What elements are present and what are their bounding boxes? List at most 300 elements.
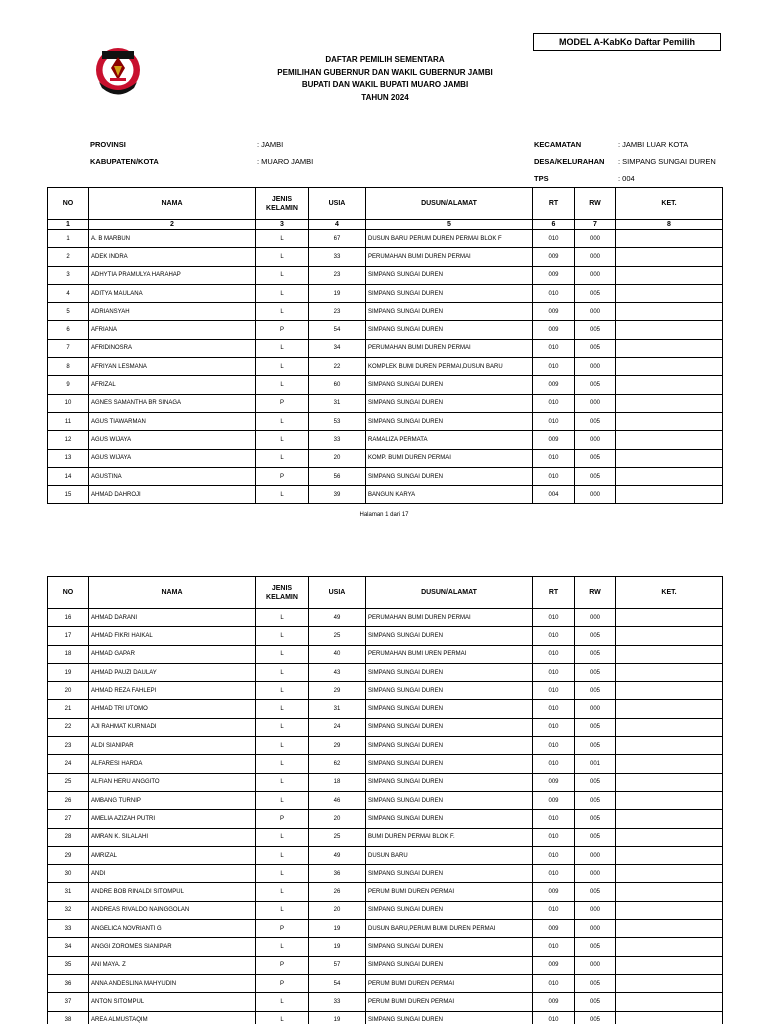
- cell-jenis-kelamin: L: [256, 883, 309, 901]
- cell-nama: AMELIA AZIZAH PUTRI: [89, 810, 256, 828]
- title-line-3: BUPATI DAN WAKIL BUPATI MUARO JAMBI: [301, 80, 469, 89]
- cell-jenis-kelamin: L: [256, 609, 309, 627]
- cell-jenis-kelamin: P: [256, 321, 309, 339]
- cell-rt: 010: [533, 700, 575, 718]
- cell-alamat: SIMPANG SUNGAI DUREN: [366, 773, 533, 791]
- table-row: [48, 339, 723, 357]
- cell-usia: 56: [309, 467, 366, 485]
- cell-rt: 010: [533, 663, 575, 681]
- cell-rw: 005: [575, 627, 616, 645]
- cell-nama: ANGELICA NOVRIANTI G: [89, 920, 256, 938]
- cell-rw: 005: [575, 974, 616, 992]
- cell-ket: [616, 974, 723, 992]
- col-usia-header: USIA: [309, 577, 366, 609]
- cell-no: 28: [48, 828, 89, 846]
- table-row: [48, 865, 723, 883]
- cell-nama: AHMAD PAUZI DAULAY: [89, 663, 256, 681]
- cell-nama: AMRAN K. SILALAHI: [89, 828, 256, 846]
- cell-no: 9: [48, 376, 89, 394]
- cell-alamat: SIMPANG SUNGAI DUREN: [366, 682, 533, 700]
- cell-alamat: SIMPANG SUNGAI DUREN: [366, 627, 533, 645]
- table-row: [48, 883, 723, 901]
- cell-jenis-kelamin: P: [256, 920, 309, 938]
- col-alamat-header: DUSUN/ALAMAT: [366, 577, 533, 609]
- cell-no: 12: [48, 431, 89, 449]
- cell-rw: 005: [575, 1011, 616, 1024]
- table-row: [48, 645, 723, 663]
- cell-no: 34: [48, 938, 89, 956]
- cell-rw: 005: [575, 645, 616, 663]
- cell-jenis-kelamin: L: [256, 791, 309, 809]
- cell-usia: 19: [309, 938, 366, 956]
- cell-rw: 005: [575, 883, 616, 901]
- cell-no: 22: [48, 718, 89, 736]
- cell-rt: 010: [533, 828, 575, 846]
- cell-usia: 26: [309, 883, 366, 901]
- cell-jenis-kelamin: L: [256, 938, 309, 956]
- cell-rw: 000: [575, 486, 616, 504]
- col-usia-header: USIA: [309, 188, 366, 220]
- cell-alamat: DUSUN BARU: [366, 846, 533, 864]
- cell-nama: ALFARESI HARDA: [89, 755, 256, 773]
- table-row: [48, 467, 723, 485]
- cell-alamat: KOMPLEK BUMI DUREN PERMAI,DUSUN BARU: [366, 358, 533, 376]
- cell-jenis-kelamin: L: [256, 755, 309, 773]
- cell-no: 37: [48, 993, 89, 1011]
- cell-no: 4: [48, 284, 89, 302]
- cell-ket: [616, 663, 723, 681]
- cell-ket: [616, 486, 723, 504]
- cell-alamat: SIMPANG SUNGAI DUREN: [366, 663, 533, 681]
- cell-nama: ANGGI ZOROMES SIANIPAR: [89, 938, 256, 956]
- cell-ket: [616, 358, 723, 376]
- cell-rw: 005: [575, 737, 616, 755]
- cell-nama: ADHYTIA PRAMULYA HARAHAP: [89, 266, 256, 284]
- cell-rt: 009: [533, 431, 575, 449]
- cell-rt: 010: [533, 846, 575, 864]
- cell-alamat: SIMPANG SUNGAI DUREN: [366, 938, 533, 956]
- col-rt-header: RT: [533, 577, 575, 609]
- cell-alamat: SIMPANG SUNGAI DUREN: [366, 810, 533, 828]
- cell-alamat: RAMALIZA PERMATA: [366, 431, 533, 449]
- column-number-row: [48, 220, 723, 230]
- table-row: [48, 828, 723, 846]
- cell-jenis-kelamin: L: [256, 412, 309, 430]
- table-row: [48, 700, 723, 718]
- cell-usia: 24: [309, 718, 366, 736]
- col-number: 6: [533, 220, 575, 230]
- cell-jenis-kelamin: P: [256, 810, 309, 828]
- cell-nama: AHMAD FIKRI HAIKAL: [89, 627, 256, 645]
- cell-rt: 010: [533, 737, 575, 755]
- cell-rt: 009: [533, 248, 575, 266]
- cell-nama: A. B MARBUN: [89, 230, 256, 248]
- cell-alamat: SIMPANG SUNGAI DUREN: [366, 376, 533, 394]
- cell-jenis-kelamin: L: [256, 376, 309, 394]
- col-nama-header: NAMA: [89, 188, 256, 220]
- table-row: [48, 737, 723, 755]
- cell-no: 25: [48, 773, 89, 791]
- cell-ket: [616, 284, 723, 302]
- cell-ket: [616, 682, 723, 700]
- cell-ket: [616, 718, 723, 736]
- col-ket-header: KET.: [616, 188, 723, 220]
- kpu-logo-icon: [90, 46, 146, 116]
- cell-ket: [616, 828, 723, 846]
- cell-rw: 000: [575, 901, 616, 919]
- kabupaten-label: KABUPATEN/KOTA: [90, 157, 159, 166]
- cell-rw: 000: [575, 248, 616, 266]
- cell-rt: 009: [533, 376, 575, 394]
- cell-nama: AFRIYAN LESMANA: [89, 358, 256, 376]
- cell-nama: AMBANG TURNIP: [89, 791, 256, 809]
- col-number: 8: [616, 220, 723, 230]
- cell-no: 26: [48, 791, 89, 809]
- cell-no: 21: [48, 700, 89, 718]
- cell-no: 8: [48, 358, 89, 376]
- cell-rt: 010: [533, 1011, 575, 1024]
- cell-jenis-kelamin: L: [256, 865, 309, 883]
- cell-rw: 000: [575, 394, 616, 412]
- table-header-row: [48, 577, 723, 609]
- table-row: [48, 755, 723, 773]
- cell-jenis-kelamin: L: [256, 1011, 309, 1024]
- cell-usia: 46: [309, 791, 366, 809]
- cell-rw: 005: [575, 810, 616, 828]
- cell-nama: ADEK INDRA: [89, 248, 256, 266]
- col-rt-header: RT: [533, 188, 575, 220]
- cell-jenis-kelamin: L: [256, 718, 309, 736]
- cell-rt: 010: [533, 865, 575, 883]
- cell-nama: AHMAD TRI UTOMO: [89, 700, 256, 718]
- cell-alamat: SIMPANG SUNGAI DUREN: [366, 321, 533, 339]
- col-ket-header: KET.: [616, 577, 723, 609]
- cell-nama: ADRIANSYAH: [89, 303, 256, 321]
- col-number: 5: [366, 220, 533, 230]
- cell-alamat: SIMPANG SUNGAI DUREN: [366, 1011, 533, 1024]
- col-rw-header: RW: [575, 188, 616, 220]
- table-row: [48, 846, 723, 864]
- col-number: 4: [309, 220, 366, 230]
- table-row: [48, 284, 723, 302]
- cell-ket: [616, 883, 723, 901]
- voter-table-page-1: [47, 187, 723, 504]
- cell-jenis-kelamin: L: [256, 627, 309, 645]
- cell-rt: 010: [533, 645, 575, 663]
- cell-nama: AHMAD GAPAR: [89, 645, 256, 663]
- title-line-1: DAFTAR PEMILIH SEMENTARA: [325, 55, 445, 64]
- cell-jenis-kelamin: L: [256, 682, 309, 700]
- cell-no: 20: [48, 682, 89, 700]
- cell-rt: 010: [533, 284, 575, 302]
- cell-alamat: SIMPANG SUNGAI DUREN: [366, 467, 533, 485]
- cell-ket: [616, 230, 723, 248]
- cell-no: 16: [48, 609, 89, 627]
- desa-label: DESA/KELURAHAN: [534, 157, 605, 166]
- document-title: [200, 54, 570, 104]
- cell-jenis-kelamin: L: [256, 846, 309, 864]
- cell-nama: AMRIZAL: [89, 846, 256, 864]
- cell-no: 18: [48, 645, 89, 663]
- cell-alamat: DUSUN BARU PERUM DUREN PERMAI BLOK F: [366, 230, 533, 248]
- cell-rw: 005: [575, 663, 616, 681]
- table-row: [48, 920, 723, 938]
- cell-alamat: KOMP. BUMI DUREN PERMAI: [366, 449, 533, 467]
- cell-nama: AGUS TIAWARMAN: [89, 412, 256, 430]
- cell-jenis-kelamin: L: [256, 431, 309, 449]
- cell-jenis-kelamin: P: [256, 394, 309, 412]
- cell-jenis-kelamin: L: [256, 486, 309, 504]
- cell-no: 30: [48, 865, 89, 883]
- cell-ket: [616, 376, 723, 394]
- cell-no: 3: [48, 266, 89, 284]
- cell-alamat: SIMPANG SUNGAI DUREN: [366, 791, 533, 809]
- cell-usia: 40: [309, 645, 366, 663]
- cell-rt: 009: [533, 920, 575, 938]
- cell-no: 23: [48, 737, 89, 755]
- col-number: 3: [256, 220, 309, 230]
- cell-ket: [616, 248, 723, 266]
- cell-ket: [616, 1011, 723, 1024]
- cell-alamat: SIMPANG SUNGAI DUREN: [366, 865, 533, 883]
- cell-usia: 29: [309, 682, 366, 700]
- cell-ket: [616, 920, 723, 938]
- cell-rw: 005: [575, 284, 616, 302]
- table-row: [48, 901, 723, 919]
- table-row: [48, 938, 723, 956]
- col-no-header: NO: [48, 577, 89, 609]
- cell-jenis-kelamin: P: [256, 467, 309, 485]
- cell-alamat: SIMPANG SUNGAI DUREN: [366, 284, 533, 302]
- cell-ket: [616, 321, 723, 339]
- cell-no: 11: [48, 412, 89, 430]
- cell-rt: 009: [533, 883, 575, 901]
- cell-no: 31: [48, 883, 89, 901]
- cell-no: 1: [48, 230, 89, 248]
- cell-rw: 001: [575, 755, 616, 773]
- cell-ket: [616, 412, 723, 430]
- cell-usia: 62: [309, 755, 366, 773]
- cell-no: 6: [48, 321, 89, 339]
- col-no-header: NO: [48, 188, 89, 220]
- cell-ket: [616, 609, 723, 627]
- cell-rt: 010: [533, 609, 575, 627]
- provinsi-value: : JAMBI: [257, 140, 284, 149]
- kecamatan-value: : JAMBI LUAR KOTA: [618, 140, 689, 149]
- cell-rt: 010: [533, 810, 575, 828]
- cell-no: 27: [48, 810, 89, 828]
- cell-usia: 25: [309, 828, 366, 846]
- cell-nama: AGUS WIJAYA: [89, 431, 256, 449]
- cell-alamat: PERUMAHAN BUMI DUREN PERMAI: [366, 339, 533, 357]
- provinsi-label: PROVINSI: [90, 140, 126, 149]
- cell-ket: [616, 449, 723, 467]
- cell-alamat: PERUMAHAN BUMI UREN PERMAI: [366, 645, 533, 663]
- cell-rw: 000: [575, 956, 616, 974]
- cell-nama: ALFIAN HERU ANGGITO: [89, 773, 256, 791]
- table-row: [48, 682, 723, 700]
- cell-alamat: SIMPANG SUNGAI DUREN: [366, 266, 533, 284]
- cell-nama: ADITYA MAULANA: [89, 284, 256, 302]
- cell-usia: 43: [309, 663, 366, 681]
- cell-rt: 010: [533, 339, 575, 357]
- desa-value: : SIMPANG SUNGAI DUREN: [618, 157, 716, 166]
- title-line-4: TAHUN 2024: [361, 92, 409, 102]
- cell-ket: [616, 431, 723, 449]
- cell-rt: 010: [533, 682, 575, 700]
- cell-rw: 000: [575, 431, 616, 449]
- cell-usia: 20: [309, 901, 366, 919]
- cell-usia: 53: [309, 412, 366, 430]
- cell-rt: 010: [533, 449, 575, 467]
- cell-rt: 009: [533, 303, 575, 321]
- cell-usia: 33: [309, 248, 366, 266]
- cell-usia: 49: [309, 846, 366, 864]
- cell-ket: [616, 791, 723, 809]
- cell-rt: 009: [533, 266, 575, 284]
- cell-rt: 010: [533, 755, 575, 773]
- cell-ket: [616, 645, 723, 663]
- cell-usia: 29: [309, 737, 366, 755]
- table-row: [48, 486, 723, 504]
- cell-jenis-kelamin: L: [256, 248, 309, 266]
- cell-alamat: PERUMAHAN BUMI DUREN PERMAI: [366, 609, 533, 627]
- cell-no: 24: [48, 755, 89, 773]
- cell-ket: [616, 303, 723, 321]
- cell-usia: 23: [309, 303, 366, 321]
- table-row: [48, 993, 723, 1011]
- cell-jenis-kelamin: P: [256, 956, 309, 974]
- cell-usia: 19: [309, 920, 366, 938]
- cell-rt: 010: [533, 974, 575, 992]
- cell-nama: ANDREAS RIVALDO NAINGGOLAN: [89, 901, 256, 919]
- cell-rw: 005: [575, 773, 616, 791]
- cell-rt: 009: [533, 321, 575, 339]
- cell-alamat: DUSUN BARU,PERUM BUMI DUREN PERMAI: [366, 920, 533, 938]
- cell-no: 33: [48, 920, 89, 938]
- cell-no: 29: [48, 846, 89, 864]
- cell-rw: 000: [575, 230, 616, 248]
- table-row: [48, 627, 723, 645]
- cell-rw: 005: [575, 412, 616, 430]
- cell-rw: 005: [575, 467, 616, 485]
- cell-jenis-kelamin: L: [256, 449, 309, 467]
- cell-nama: AGNES SAMANTHA BR SINAGA: [89, 394, 256, 412]
- cell-usia: 20: [309, 810, 366, 828]
- cell-ket: [616, 737, 723, 755]
- cell-alamat: SIMPANG SUNGAI DUREN: [366, 718, 533, 736]
- cell-nama: AFRIZAL: [89, 376, 256, 394]
- table-row: [48, 810, 723, 828]
- cell-rt: 010: [533, 467, 575, 485]
- cell-usia: 25: [309, 627, 366, 645]
- cell-usia: 57: [309, 956, 366, 974]
- cell-jenis-kelamin: L: [256, 737, 309, 755]
- cell-jenis-kelamin: L: [256, 303, 309, 321]
- cell-ket: [616, 901, 723, 919]
- table-row: [48, 303, 723, 321]
- col-number: 1: [48, 220, 89, 230]
- cell-no: 35: [48, 956, 89, 974]
- cell-ket: [616, 773, 723, 791]
- cell-alamat: SIMPANG SUNGAI DUREN: [366, 755, 533, 773]
- cell-ket: [616, 956, 723, 974]
- cell-nama: AFRIANA: [89, 321, 256, 339]
- table-row: [48, 321, 723, 339]
- cell-rt: 009: [533, 993, 575, 1011]
- cell-rw: 000: [575, 266, 616, 284]
- cell-usia: 39: [309, 486, 366, 504]
- cell-nama: ANDI: [89, 865, 256, 883]
- cell-rt: 010: [533, 394, 575, 412]
- cell-ket: [616, 938, 723, 956]
- cell-nama: ANDRE BOB RINALDI SITOMPUL: [89, 883, 256, 901]
- cell-nama: AREA ALMUSTAQIM: [89, 1011, 256, 1024]
- cell-ket: [616, 467, 723, 485]
- cell-usia: 33: [309, 431, 366, 449]
- cell-no: 14: [48, 467, 89, 485]
- table-row: [48, 718, 723, 736]
- col-rw-header: RW: [575, 577, 616, 609]
- cell-alamat: PERUM BUMI DUREN PERMAI: [366, 993, 533, 1011]
- cell-rt: 010: [533, 230, 575, 248]
- cell-no: 38: [48, 1011, 89, 1024]
- table-row: [48, 773, 723, 791]
- table-row: [48, 1011, 723, 1024]
- cell-alamat: SIMPANG SUNGAI DUREN: [366, 303, 533, 321]
- table-row: [48, 609, 723, 627]
- cell-rw: 005: [575, 449, 616, 467]
- table-row: [48, 663, 723, 681]
- cell-alamat: SIMPANG SUNGAI DUREN: [366, 901, 533, 919]
- cell-rt: 010: [533, 718, 575, 736]
- cell-rt: 010: [533, 358, 575, 376]
- table-row: [48, 974, 723, 992]
- cell-rw: 000: [575, 358, 616, 376]
- cell-alamat: BUMI DUREN PERMAI BLOK F.: [366, 828, 533, 846]
- cell-rw: 005: [575, 938, 616, 956]
- cell-jenis-kelamin: L: [256, 358, 309, 376]
- col-jenis-kelamin-header: JENIS KELAMIN: [256, 188, 309, 220]
- cell-usia: 18: [309, 773, 366, 791]
- cell-no: 7: [48, 339, 89, 357]
- cell-no: 15: [48, 486, 89, 504]
- cell-rw: 005: [575, 828, 616, 846]
- cell-nama: ANI MAYA. Z: [89, 956, 256, 974]
- cell-ket: [616, 810, 723, 828]
- cell-rw: 005: [575, 791, 616, 809]
- cell-no: 10: [48, 394, 89, 412]
- cell-jenis-kelamin: L: [256, 993, 309, 1011]
- cell-nama: ANTON SITOMPUL: [89, 993, 256, 1011]
- cell-usia: 20: [309, 449, 366, 467]
- cell-nama: AFRIDINOSRA: [89, 339, 256, 357]
- cell-no: 17: [48, 627, 89, 645]
- cell-rw: 000: [575, 303, 616, 321]
- cell-usia: 19: [309, 284, 366, 302]
- cell-jenis-kelamin: L: [256, 663, 309, 681]
- cell-nama: AGUSTINA: [89, 467, 256, 485]
- cell-rt: 010: [533, 938, 575, 956]
- cell-jenis-kelamin: L: [256, 901, 309, 919]
- cell-jenis-kelamin: L: [256, 700, 309, 718]
- cell-jenis-kelamin: L: [256, 284, 309, 302]
- voter-table-page-2: [47, 576, 723, 1024]
- table-row: [48, 394, 723, 412]
- cell-rw: 000: [575, 700, 616, 718]
- kecamatan-label: KECAMATAN: [534, 140, 582, 149]
- table-row: [48, 431, 723, 449]
